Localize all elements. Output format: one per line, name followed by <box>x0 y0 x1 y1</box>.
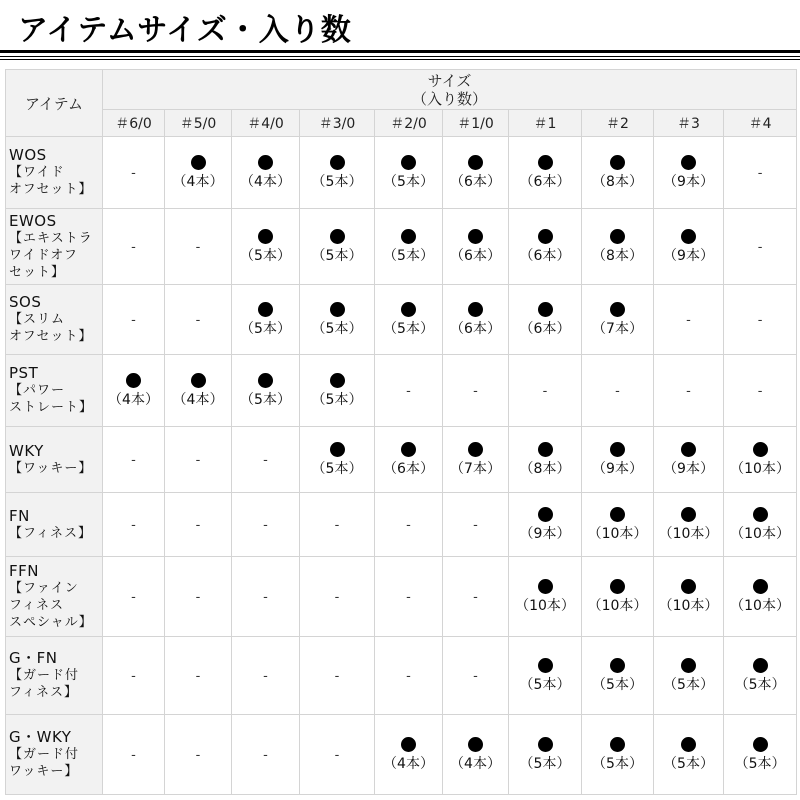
available-dot-icon <box>753 507 768 522</box>
item-column-header <box>6 70 103 137</box>
unavailable-dash: - <box>406 517 411 533</box>
available-dot-icon <box>330 373 345 388</box>
available-cell <box>375 427 443 493</box>
available-cell <box>654 493 724 557</box>
item-code: FFN <box>9 561 39 580</box>
available-dot-icon <box>330 229 345 244</box>
unavailable-dash: - <box>131 165 136 181</box>
available-dot-icon <box>610 658 625 673</box>
pack-count: （5本） <box>519 755 571 772</box>
item-code: SOS <box>9 293 42 311</box>
item-description: 【ワイド <box>9 165 65 180</box>
available-cell <box>232 137 300 209</box>
item-cell <box>6 137 103 209</box>
size-label: ＃2 <box>582 110 654 137</box>
size-label: ＃2/0 <box>375 110 443 137</box>
available-dot-icon <box>468 155 483 170</box>
available-dot-icon <box>681 507 696 522</box>
unavailable-cell <box>232 427 300 493</box>
available-cell <box>509 209 582 285</box>
available-cell <box>582 137 654 209</box>
unavailable-dash: - <box>131 239 136 255</box>
unavailable-cell <box>103 427 165 493</box>
pack-count: （6本） <box>450 173 501 190</box>
table-row <box>6 209 797 285</box>
item-description: オフセット】 <box>9 182 93 197</box>
pack-count: （8本） <box>592 247 643 264</box>
pack-count: （5本） <box>383 320 434 337</box>
unavailable-cell <box>375 493 443 557</box>
available-cell <box>654 557 724 637</box>
available-dot-icon <box>610 229 625 244</box>
item-code: FN <box>9 506 30 525</box>
unavailable-dash: - <box>195 668 201 684</box>
unavailable-cell <box>654 355 724 427</box>
pack-count: （8本） <box>592 173 643 190</box>
available-dot-icon <box>610 507 625 522</box>
pack-count: （6本） <box>519 320 571 337</box>
unavailable-dash: - <box>263 747 268 763</box>
available-cell <box>443 209 509 285</box>
available-cell <box>375 209 443 285</box>
available-cell <box>443 137 509 209</box>
pack-count: （5本） <box>383 247 434 264</box>
available-dot-icon <box>681 658 696 673</box>
item-description: 【ガード付 <box>9 747 80 762</box>
available-cell <box>509 637 582 715</box>
unavailable-cell <box>165 285 232 355</box>
unavailable-cell <box>724 355 797 427</box>
available-cell <box>582 557 654 637</box>
unavailable-dash: - <box>473 668 478 684</box>
available-cell <box>509 427 582 493</box>
item-description: 【ガード付 <box>9 668 80 683</box>
pack-count: （9本） <box>592 460 643 477</box>
item-description: オフセット】 <box>9 329 93 344</box>
pack-count: （5本） <box>240 247 291 264</box>
available-cell <box>300 137 375 209</box>
size-label: ＃3/0 <box>300 110 375 137</box>
available-dot-icon <box>401 737 416 752</box>
unavailable-dash: - <box>131 517 136 533</box>
pack-count: （7本） <box>450 460 501 477</box>
available-dot-icon <box>610 302 625 317</box>
available-dot-icon <box>538 658 553 673</box>
available-dot-icon <box>401 155 416 170</box>
pack-count: （5本） <box>663 676 714 693</box>
unavailable-cell <box>165 715 232 795</box>
available-cell <box>443 715 509 795</box>
unavailable-dash: - <box>473 517 478 533</box>
size-label: ＃4 <box>724 110 797 137</box>
available-cell <box>724 557 797 637</box>
available-cell <box>165 355 232 427</box>
item-header-label: アイテム <box>25 94 83 113</box>
available-cell <box>509 285 582 355</box>
item-description: ストレート】 <box>9 400 94 415</box>
available-dot-icon <box>330 442 345 457</box>
item-description: 【ファイン <box>9 580 79 596</box>
item-description: フィネス】 <box>9 685 78 700</box>
table-row <box>6 285 797 355</box>
pack-count: （9本） <box>663 173 714 190</box>
unavailable-dash: - <box>406 383 411 399</box>
page-title: アイテムサイズ・入り数 <box>18 13 352 48</box>
available-dot-icon <box>538 737 553 752</box>
size-label: ＃1 <box>509 110 582 137</box>
unavailable-dash: - <box>473 383 478 399</box>
available-dot-icon <box>191 155 206 170</box>
available-cell <box>654 137 724 209</box>
available-dot-icon <box>126 373 141 388</box>
item-description: 【ワッキー】 <box>9 460 93 476</box>
unavailable-dash: - <box>757 383 763 399</box>
unavailable-dash: - <box>263 452 268 468</box>
pack-count: （5本） <box>383 173 434 190</box>
unavailable-cell <box>232 715 300 795</box>
unavailable-dash: - <box>131 452 136 468</box>
item-description: フィネス <box>9 597 64 613</box>
unavailable-dash: - <box>131 312 136 328</box>
unavailable-dash: - <box>757 312 763 328</box>
available-cell <box>582 285 654 355</box>
item-cell <box>6 427 103 493</box>
size-header-sublabel: （入り数） <box>412 89 488 108</box>
available-dot-icon <box>258 155 273 170</box>
pack-count: （5本） <box>519 676 571 693</box>
pack-count: （6本） <box>383 460 434 477</box>
unavailable-cell <box>103 285 165 355</box>
available-cell <box>443 427 509 493</box>
available-cell <box>582 637 654 715</box>
item-cell <box>6 557 103 637</box>
pack-count: （5本） <box>311 460 363 477</box>
available-dot-icon <box>538 155 553 170</box>
available-dot-icon <box>258 373 273 388</box>
available-cell <box>582 427 654 493</box>
title-rule-thin-2 <box>0 59 800 60</box>
available-cell <box>582 715 654 795</box>
available-dot-icon <box>681 155 696 170</box>
pack-count: （5本） <box>734 676 786 693</box>
available-cell <box>375 285 443 355</box>
available-dot-icon <box>258 302 273 317</box>
unavailable-dash: - <box>195 747 201 763</box>
available-dot-icon <box>681 737 696 752</box>
available-cell <box>509 137 582 209</box>
pack-count: （10本） <box>730 525 790 542</box>
pack-count: （5本） <box>311 247 363 264</box>
unavailable-cell <box>300 637 375 715</box>
item-description: スペシャル】 <box>9 614 93 630</box>
pack-count: （4本） <box>172 173 224 190</box>
available-cell <box>724 637 797 715</box>
unavailable-cell <box>165 427 232 493</box>
unavailable-cell <box>375 355 443 427</box>
size-column-header <box>103 70 797 110</box>
unavailable-cell <box>103 637 165 715</box>
item-description: 【スリム <box>9 312 66 327</box>
unavailable-dash: - <box>686 383 691 399</box>
available-cell <box>582 493 654 557</box>
unavailable-cell <box>165 209 232 285</box>
unavailable-dash: - <box>757 239 763 255</box>
unavailable-dash: - <box>406 668 411 684</box>
available-cell <box>654 715 724 795</box>
pack-count: （5本） <box>311 173 363 190</box>
item-cell <box>6 715 103 795</box>
pack-count: （10本） <box>587 597 648 614</box>
available-dot-icon <box>468 229 483 244</box>
pack-count: （10本） <box>515 597 575 614</box>
size-label: ＃5/0 <box>165 110 232 137</box>
size-label: ＃1/0 <box>443 110 509 137</box>
table-row <box>6 355 797 427</box>
available-dot-icon <box>681 229 696 244</box>
item-description: 【エキストラ <box>9 230 93 246</box>
item-description: 【パワー <box>9 383 66 398</box>
available-cell <box>232 209 300 285</box>
item-cell <box>6 285 103 355</box>
available-cell <box>375 137 443 209</box>
unavailable-cell <box>300 493 375 557</box>
item-code: WKY <box>9 441 44 460</box>
item-description: 【フィネス】 <box>9 525 92 541</box>
pack-count: （4本） <box>108 391 159 408</box>
table-row <box>6 715 797 795</box>
unavailable-dash: - <box>334 747 340 763</box>
unavailable-dash: - <box>263 668 268 684</box>
unavailable-dash: - <box>195 452 201 468</box>
size-labels-row <box>6 110 797 137</box>
available-dot-icon <box>538 507 553 522</box>
item-code: G・FN <box>9 649 58 667</box>
available-dot-icon <box>610 737 625 752</box>
unavailable-cell <box>103 715 165 795</box>
available-cell <box>232 355 300 427</box>
available-dot-icon <box>401 302 416 317</box>
size-count-table <box>5 69 797 795</box>
unavailable-dash: - <box>195 517 201 533</box>
unavailable-dash: - <box>334 668 340 684</box>
pack-count: （10本） <box>658 597 719 614</box>
table-row <box>6 137 797 209</box>
pack-count: （4本） <box>383 755 434 772</box>
available-cell <box>300 285 375 355</box>
available-cell <box>443 285 509 355</box>
size-label: ＃6/0 <box>103 110 165 137</box>
unavailable-cell <box>103 557 165 637</box>
unavailable-dash: - <box>131 747 136 763</box>
available-cell <box>654 209 724 285</box>
pack-count: （5本） <box>663 755 714 772</box>
available-dot-icon <box>753 442 768 457</box>
unavailable-dash: - <box>131 668 136 684</box>
unavailable-cell <box>232 493 300 557</box>
unavailable-cell <box>724 209 797 285</box>
unavailable-cell <box>654 285 724 355</box>
title-rule-thin-1 <box>0 56 800 57</box>
available-dot-icon <box>610 579 625 594</box>
available-cell <box>300 209 375 285</box>
unavailable-cell <box>375 637 443 715</box>
pack-count: （9本） <box>519 525 571 542</box>
unavailable-cell <box>165 557 232 637</box>
unavailable-dash: - <box>131 589 136 605</box>
item-cell <box>6 637 103 715</box>
unavailable-cell <box>232 637 300 715</box>
item-description: セット】 <box>9 264 66 280</box>
item-code: PST <box>9 364 39 382</box>
available-dot-icon <box>401 442 416 457</box>
unavailable-cell <box>103 209 165 285</box>
size-label: ＃3 <box>654 110 724 137</box>
unavailable-dash: - <box>334 589 340 605</box>
available-dot-icon <box>610 155 625 170</box>
size-header-label: サイズ <box>427 71 472 90</box>
available-cell <box>232 285 300 355</box>
available-dot-icon <box>401 229 416 244</box>
available-cell <box>724 715 797 795</box>
unavailable-cell <box>300 715 375 795</box>
unavailable-cell <box>103 493 165 557</box>
pack-count: （10本） <box>587 525 648 542</box>
pack-count: （6本） <box>450 247 501 264</box>
unavailable-cell <box>375 557 443 637</box>
available-cell <box>509 493 582 557</box>
available-cell <box>582 209 654 285</box>
unavailable-dash: - <box>195 589 201 605</box>
unavailable-cell <box>724 137 797 209</box>
pack-count: （5本） <box>311 320 363 337</box>
available-dot-icon <box>330 155 345 170</box>
available-cell <box>509 557 582 637</box>
unavailable-dash: - <box>195 239 201 255</box>
available-cell <box>724 427 797 493</box>
pack-count: （8本） <box>519 460 571 477</box>
available-dot-icon <box>538 579 553 594</box>
available-cell <box>375 715 443 795</box>
available-dot-icon <box>681 579 696 594</box>
pack-count: （4本） <box>240 173 291 190</box>
available-cell <box>165 137 232 209</box>
table-row <box>6 493 797 557</box>
unavailable-dash: - <box>542 383 548 399</box>
unavailable-cell <box>103 137 165 209</box>
pack-count: （6本） <box>519 247 571 264</box>
unavailable-cell <box>724 285 797 355</box>
available-cell <box>300 355 375 427</box>
pack-count: （5本） <box>311 391 363 408</box>
available-cell <box>509 715 582 795</box>
unavailable-dash: - <box>473 589 478 605</box>
available-cell <box>654 637 724 715</box>
unavailable-cell <box>443 493 509 557</box>
table-row <box>6 637 797 715</box>
available-dot-icon <box>468 442 483 457</box>
available-dot-icon <box>538 302 553 317</box>
pack-count: （10本） <box>730 460 790 477</box>
item-cell <box>6 355 103 427</box>
pack-count: （7本） <box>592 320 643 337</box>
unavailable-cell <box>443 355 509 427</box>
pack-count: （10本） <box>658 525 719 542</box>
item-cell <box>6 493 103 557</box>
available-dot-icon <box>468 302 483 317</box>
pack-count: （9本） <box>663 247 714 264</box>
unavailable-dash: - <box>334 517 340 533</box>
pack-count: （4本） <box>450 755 501 772</box>
unavailable-cell <box>165 637 232 715</box>
available-dot-icon <box>538 442 553 457</box>
unavailable-dash: - <box>757 165 763 181</box>
item-description: ワイドオフ <box>9 247 78 263</box>
title-rule-thick <box>0 50 800 53</box>
unavailable-cell <box>582 355 654 427</box>
pack-count: （6本） <box>450 320 501 337</box>
unavailable-cell <box>443 557 509 637</box>
unavailable-cell <box>509 355 582 427</box>
size-label: ＃4/0 <box>232 110 300 137</box>
pack-count: （9本） <box>663 460 714 477</box>
unavailable-dash: - <box>263 517 268 533</box>
unavailable-cell <box>232 557 300 637</box>
available-dot-icon <box>681 442 696 457</box>
available-dot-icon <box>610 442 625 457</box>
available-dot-icon <box>258 229 273 244</box>
available-dot-icon <box>753 579 768 594</box>
available-dot-icon <box>753 737 768 752</box>
available-dot-icon <box>753 658 768 673</box>
item-code: EWOS <box>9 211 57 230</box>
available-dot-icon <box>538 229 553 244</box>
unavailable-dash: - <box>263 589 268 605</box>
pack-count: （10本） <box>730 597 790 614</box>
pack-count: （5本） <box>592 676 643 693</box>
table-row <box>6 427 797 493</box>
item-code: WOS <box>9 146 47 164</box>
available-cell <box>724 493 797 557</box>
pack-count: （5本） <box>240 391 291 408</box>
unavailable-cell <box>300 557 375 637</box>
table-row <box>6 557 797 637</box>
available-cell <box>103 355 165 427</box>
pack-count: （6本） <box>519 173 571 190</box>
pack-count: （4本） <box>172 391 224 408</box>
item-description: ワッキー】 <box>9 764 79 779</box>
item-cell <box>6 209 103 285</box>
unavailable-dash: - <box>406 589 411 605</box>
pack-count: （5本） <box>592 755 643 772</box>
available-cell <box>300 427 375 493</box>
unavailable-cell <box>165 493 232 557</box>
pack-count: （5本） <box>240 320 291 337</box>
item-code: G・WKY <box>9 728 72 746</box>
unavailable-dash: - <box>615 383 620 399</box>
available-dot-icon <box>468 737 483 752</box>
pack-count: （5本） <box>734 755 786 772</box>
unavailable-dash: - <box>195 312 201 328</box>
available-cell <box>654 427 724 493</box>
available-dot-icon <box>330 302 345 317</box>
unavailable-cell <box>443 637 509 715</box>
available-dot-icon <box>191 373 206 388</box>
unavailable-dash: - <box>686 312 691 328</box>
